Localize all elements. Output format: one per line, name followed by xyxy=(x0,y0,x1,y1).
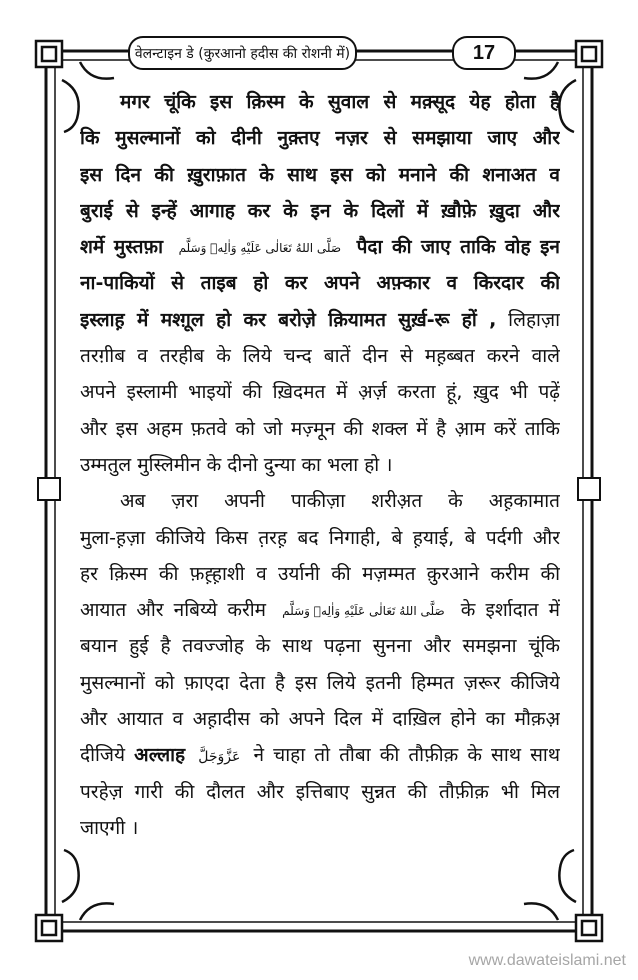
page-body-text xyxy=(80,84,560,846)
line-text: मुला-ह़ज़ा कीजिये किस त़रह़ बद निगाही, बे ह़याई, बे पर्दगी और xyxy=(80,526,560,549)
text-line xyxy=(80,120,560,156)
line-text: ना-पाकियों से ताइब हो कर अपने अफ़्कार व किरदार की xyxy=(80,272,560,295)
line-text: अपने इस्लामी भाइयों की ख़िदमत में अ़र्ज़ करता हूं, ख़ुद भी पढ़ें xyxy=(80,381,560,404)
text-line xyxy=(80,556,560,592)
text-line xyxy=(80,774,560,810)
text-line xyxy=(80,157,560,193)
text-line xyxy=(80,229,560,265)
line-text: और आयात व अह़ादीस को अपने दिल में दाख़िल होने का मौक़अ़ xyxy=(80,708,560,731)
text-line xyxy=(80,302,560,338)
corner-ornament-bottom-left xyxy=(36,850,114,941)
line-text: परहेज़ गारी की दौलत और इत्तिबाए सुन्नत की तौफ़ीक़ भी मिल xyxy=(80,780,560,803)
book-title-text: वेलन्टाइन डे (कुरआनो हदीस की रोशनी में) xyxy=(134,45,351,62)
line-text-start: इस्लाह़ में मश्ग़ूल हो कर बरोज़े क़ियामत सुर्ख़-रू हों , xyxy=(80,308,497,331)
line-text-end: के इर्शादात में xyxy=(460,599,560,622)
line-text: हर क़िस्म की फ़ह़्ह़ाशी व उर्यानी की मज़म्मत क़ुरआने करीम की xyxy=(80,562,560,585)
page-number-badge xyxy=(452,36,516,70)
azza-wa-jal-calligraphy: عَزَّوَجَلَّ xyxy=(198,749,241,766)
line-text: मगर चूंकि इस क़िस्म के सुवाल से मक़्सूद येह होता है xyxy=(120,91,560,113)
text-line xyxy=(80,665,560,701)
allah-name: अल्लाह xyxy=(134,744,186,767)
line-text: और इस अहम फ़तवे को जो मज़्मून की शक्ल में है आ़म करें ताकि xyxy=(80,417,560,440)
line-text-start: शर्मे मुस्तफ़ा xyxy=(80,236,163,259)
line-text: कि मुसल्मानों को दीनी नुक़्तए नज़र से समझाया जाए और xyxy=(80,127,560,150)
line-text: बयान हुई है तवज्जोह के साथ पढ़ना सुनना और समझना चूंकि xyxy=(80,635,560,658)
line-text: इस दिन की ख़ुराफ़ात के साथ इस को मनाने की शनाअत व xyxy=(80,163,560,186)
text-line xyxy=(80,592,560,628)
page-number-text: 17 xyxy=(472,41,496,64)
text-line xyxy=(80,84,560,120)
line-text-end: ने चाहा तो तौबा की तौफ़ीक़ के साथ साथ xyxy=(253,744,560,767)
honorific-calligraphy: صَلَّى اللهُ تَعَالٰى عَلَيْهِ وَاٰلِهٖ وَسَلَّم xyxy=(178,240,342,255)
text-line xyxy=(80,338,560,374)
line-text: बुराई से इन्हें आगाह कर के इन के दिलों में ख़ौफ़े ख़ुदा और xyxy=(80,199,560,222)
line-text: जाएगी । xyxy=(80,816,139,839)
text-line xyxy=(80,483,560,519)
line-text: अब ज़रा अपनी पाकीज़ा शरीअ़त के अह़कामात xyxy=(120,490,560,513)
line-text: मुसल्मानों को फ़ाएदा देता है इस लिये इतनी हिम्मत ज़रूर कीजिये xyxy=(80,671,560,694)
text-line xyxy=(80,810,560,846)
line-text: तरग़ीब व तरहीब के लिये चन्द बातें दीन से मह़ब्बत करने वाले xyxy=(80,345,560,368)
text-line xyxy=(80,193,560,229)
text-line xyxy=(80,374,560,410)
line-text-start: आयात और नबिय्ये करीम xyxy=(80,599,266,622)
corner-ornament-bottom-right xyxy=(524,850,602,941)
text-line xyxy=(80,737,560,773)
text-line xyxy=(80,628,560,664)
line-text-start: दीजिये xyxy=(80,744,126,767)
honorific-calligraphy: صَلَّى اللهُ تَعَالٰى عَلَيْهِ وَاٰلِهٖ وَسَلَّم xyxy=(282,603,445,618)
text-line xyxy=(80,447,560,483)
footer-website-url: www.dawateislami.net xyxy=(468,952,626,969)
text-line xyxy=(80,520,560,556)
line-text-end: लिहाज़ा xyxy=(508,308,560,331)
text-line xyxy=(80,701,560,737)
line-text-end: पैदा की जाए ताकि वोह इन xyxy=(356,236,560,259)
book-title-header xyxy=(128,36,357,70)
text-line xyxy=(80,411,560,447)
text-line xyxy=(80,265,560,301)
line-text: उम्मतुल मुस्लिमीन के दीनो दुन्या का भला हो । xyxy=(80,453,393,476)
